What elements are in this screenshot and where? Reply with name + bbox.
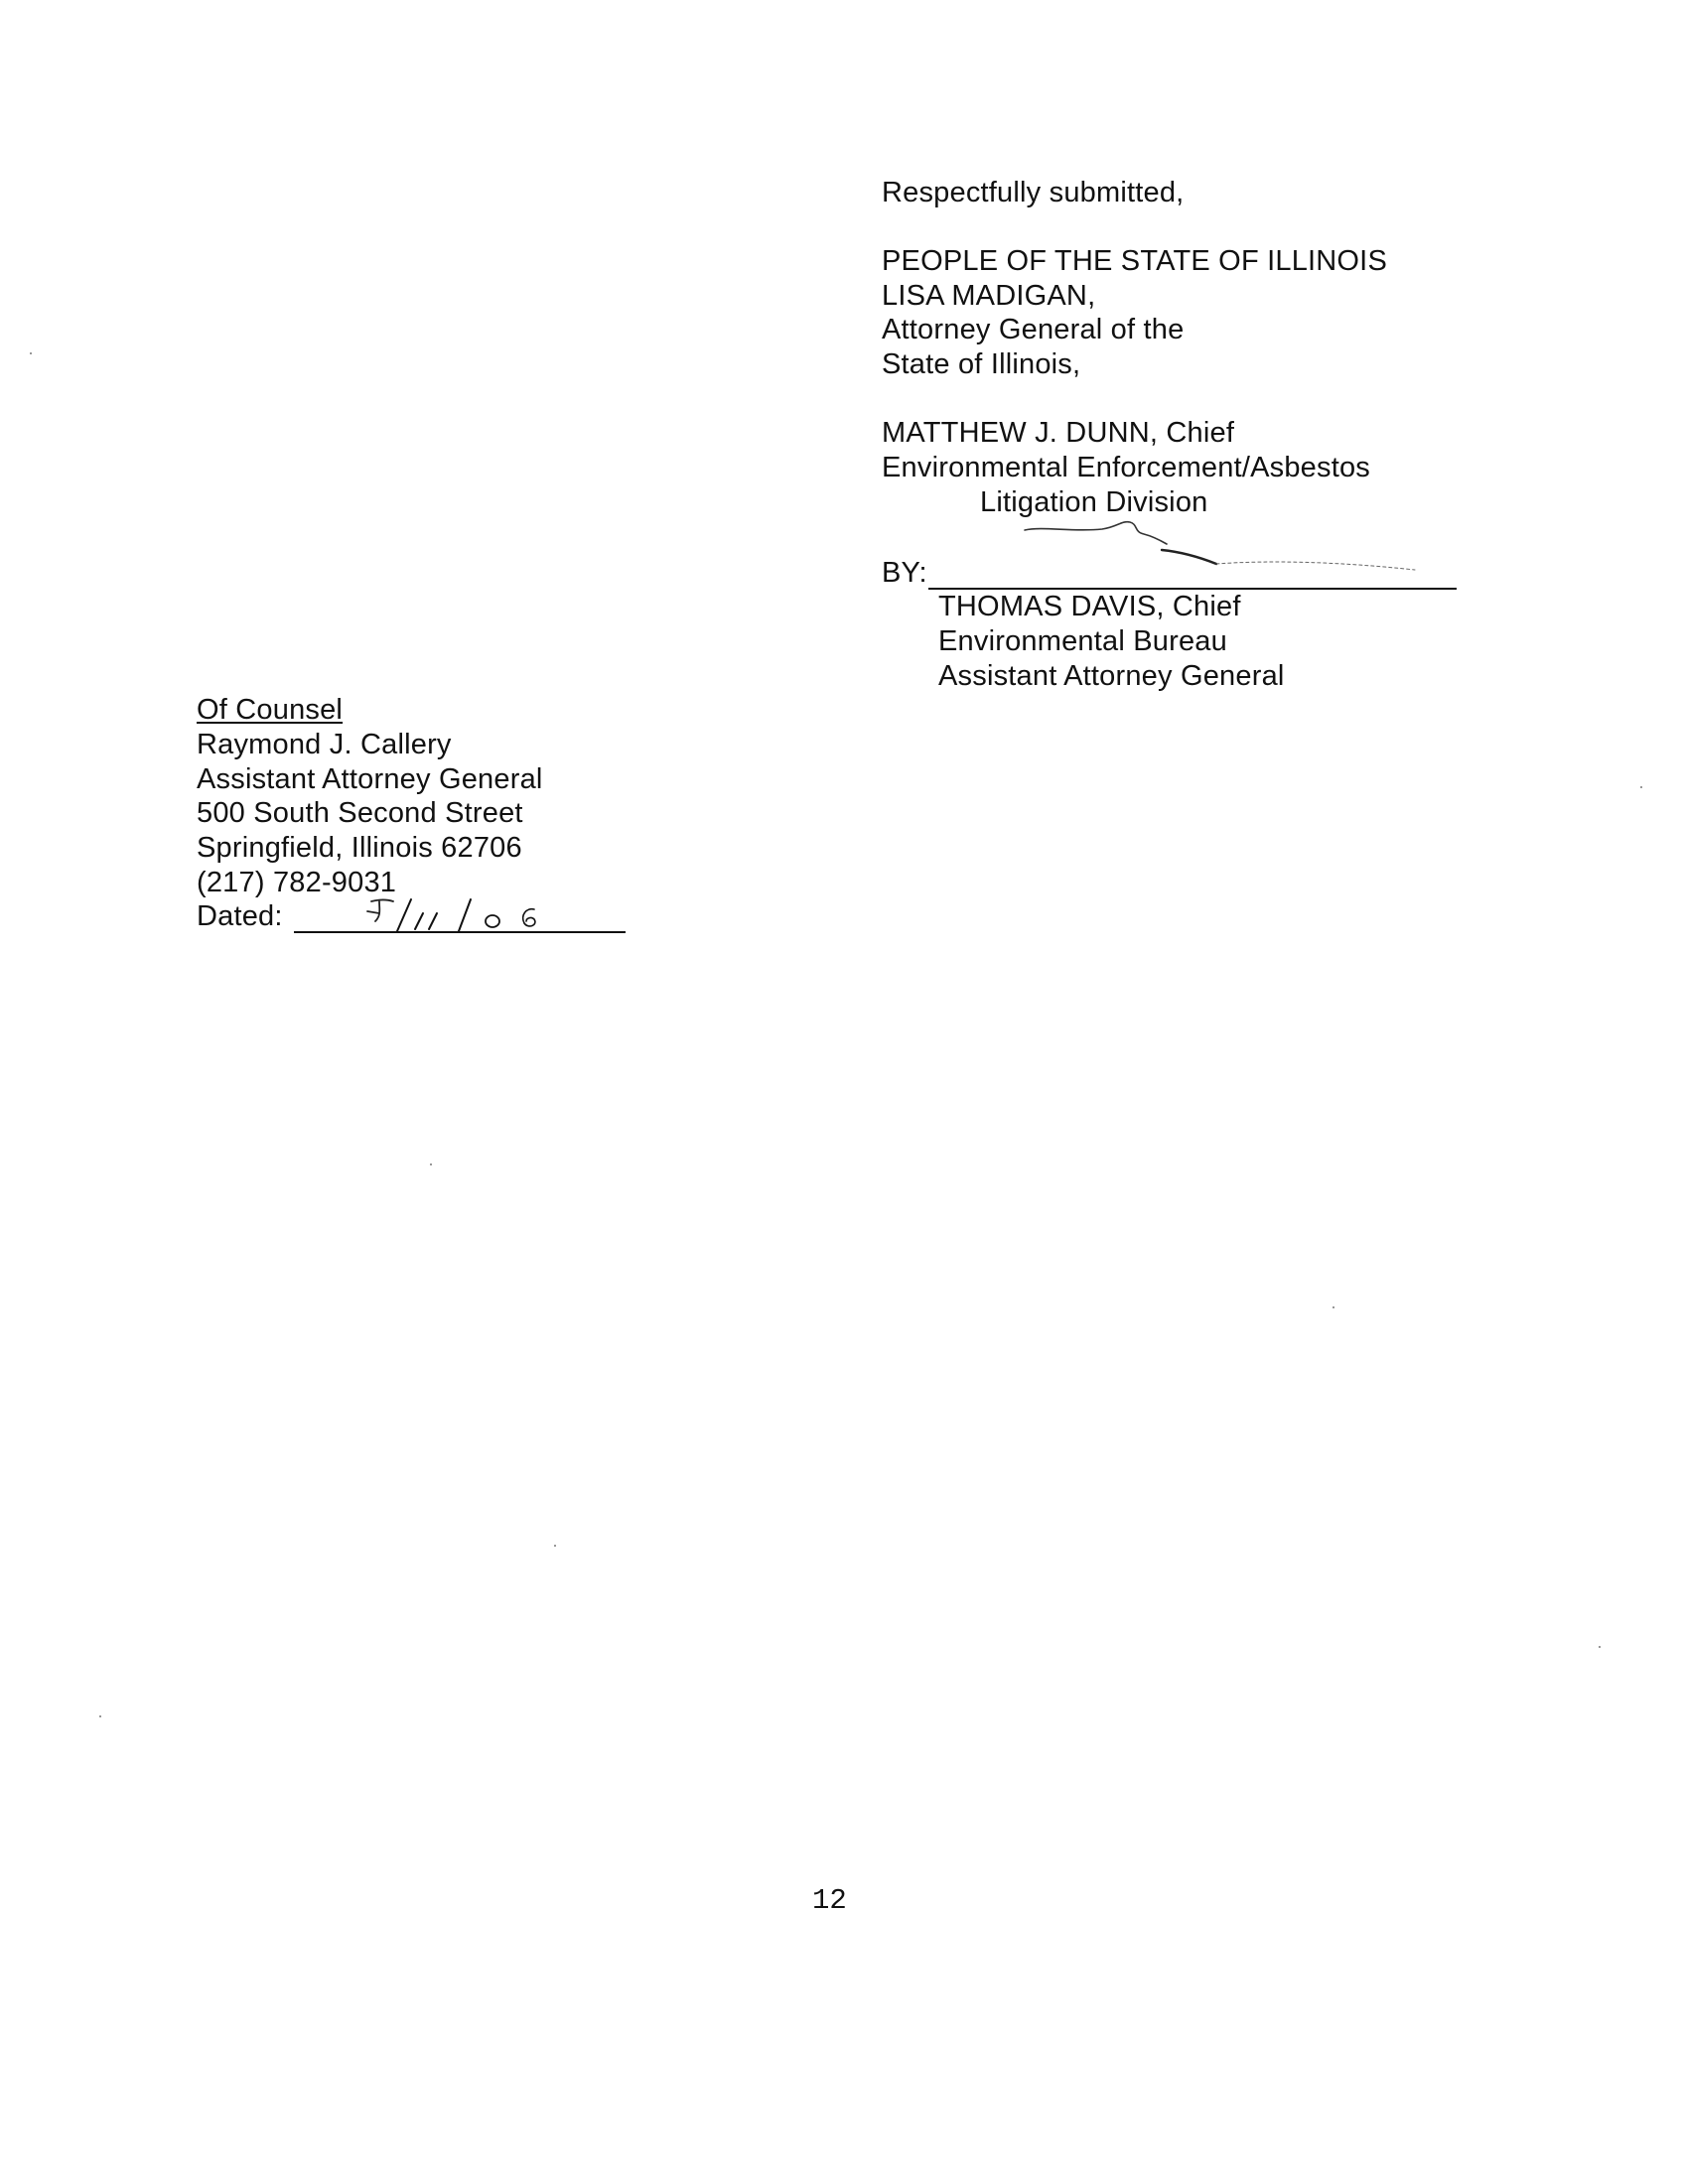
of-counsel-heading: Of Counsel bbox=[197, 694, 344, 726]
division-name: Environmental Enforcement/Asbestos bbox=[882, 452, 1370, 483]
counsel-title: Assistant Attorney General bbox=[197, 763, 543, 795]
division-name-continued: Litigation Division bbox=[980, 486, 1208, 518]
counsel-street: 500 South Second Street bbox=[197, 797, 523, 829]
signer-name: THOMAS DAVIS, Chief bbox=[938, 591, 1241, 622]
attorney-general-title: Attorney General of the bbox=[882, 314, 1185, 345]
party-name: PEOPLE OF THE STATE OF ILLINOIS bbox=[882, 245, 1387, 277]
dated-label: Dated: bbox=[197, 900, 283, 932]
scan-speck bbox=[1333, 1306, 1334, 1308]
by-label: BY: bbox=[882, 557, 927, 589]
division-chief-name: MATTHEW J. DUNN, Chief bbox=[882, 417, 1235, 449]
signature-scribble bbox=[1013, 514, 1430, 584]
scan-speck bbox=[1599, 1646, 1601, 1648]
signer-bureau: Environmental Bureau bbox=[938, 625, 1227, 657]
page-number: 12 bbox=[812, 1884, 847, 1917]
counsel-phone: (217) 782-9031 bbox=[197, 867, 397, 898]
scan-speck bbox=[99, 1715, 101, 1717]
scan-speck bbox=[430, 1163, 432, 1165]
scan-speck bbox=[1640, 786, 1642, 788]
counsel-city: Springfield, Illinois 62706 bbox=[197, 832, 522, 864]
closing-salutation: Respectfully submitted, bbox=[882, 177, 1185, 208]
scan-speck bbox=[30, 352, 32, 354]
attorney-general-state: State of Illinois, bbox=[882, 348, 1081, 380]
scan-speck bbox=[554, 1545, 556, 1547]
counsel-name: Raymond J. Callery bbox=[197, 729, 452, 760]
attorney-general-name: LISA MADIGAN, bbox=[882, 280, 1096, 312]
signer-title: Assistant Attorney General bbox=[938, 660, 1285, 692]
handwritten-date bbox=[357, 891, 586, 935]
